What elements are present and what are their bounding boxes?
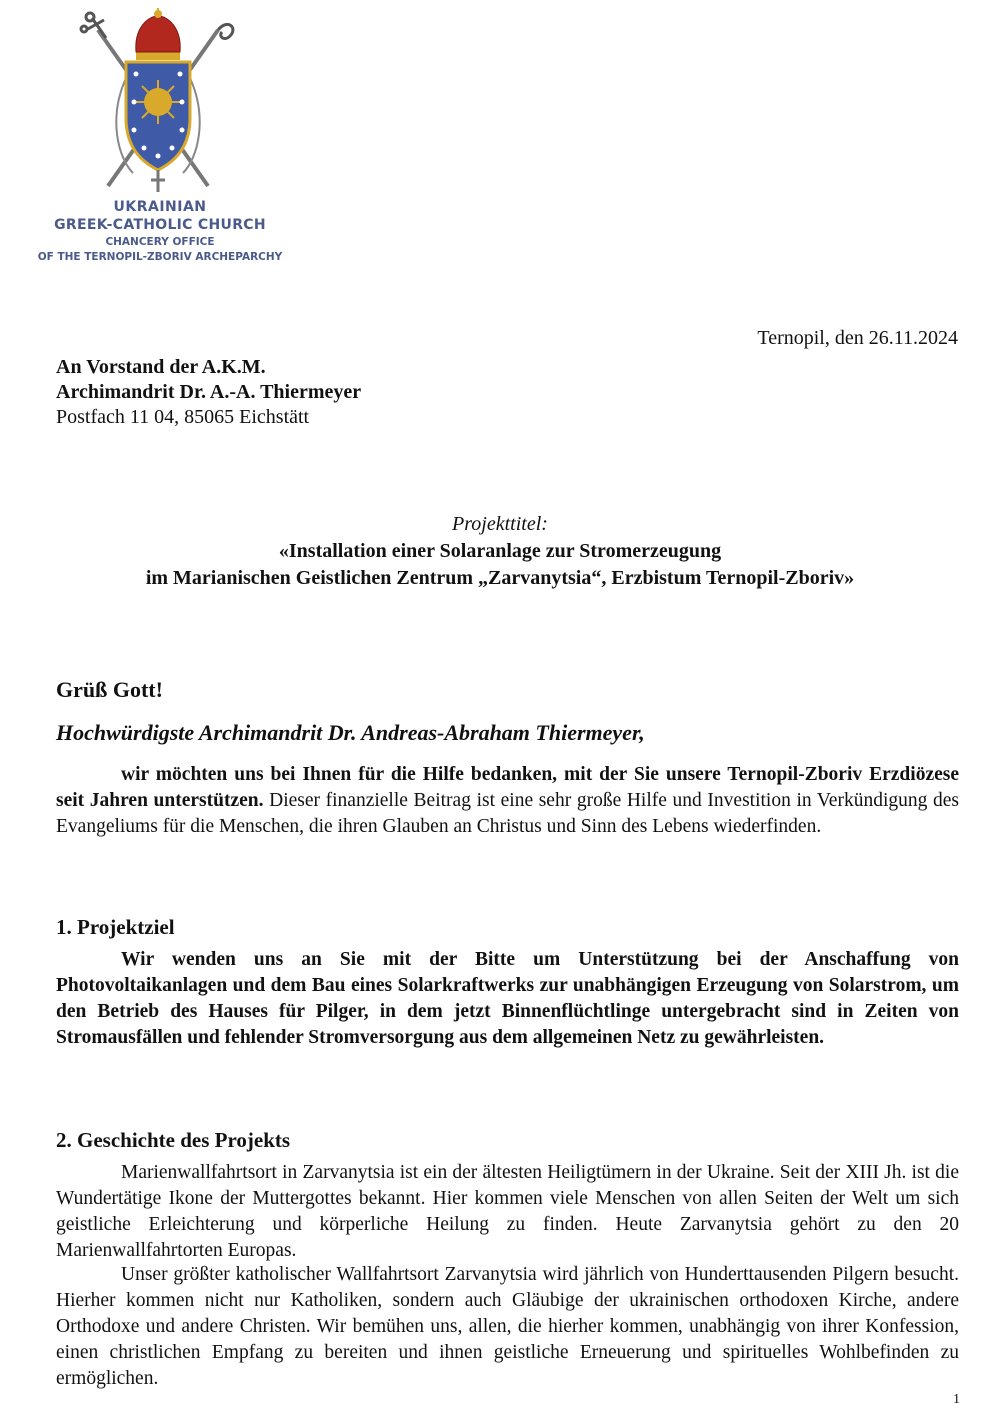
section-1-paragraph — [56, 947, 959, 1051]
org-line-1: UKRAINIAN — [113, 199, 207, 215]
intro-bold-text: wir möchten uns bei Ihnen für die Hilfe bedanken, mit der Sie unsere Ternopil-Zboriv Erzdiözese seit Jahren unterstützen. — [56, 764, 959, 811]
section-2-text-2: Unser größter katholischer Wallfahrtsort Zarvanytsia wird jährlich von Hunderttausenden Pilgern besucht. Hierher kommen nicht nur Katholiken, sondern auch Gläubige der ukrainischen orthodoxen Kirche, andere Orthodoxe und andere Christen. Wir bemühen uns, allen, die hierher kommen, unabhängig von ihrer Konfession, einen christlichen Empfang zu bereiten und ihnen geistliche Erneuerung und spirituelles Wohlbefinden zu ermöglichen. — [56, 1264, 959, 1389]
section-2-paragraph-2 — [56, 1262, 959, 1392]
org-line-4: OF THE TERNOPIL-ZBORIV ARCHEPARCHY — [37, 251, 283, 263]
page-number: 1 — [953, 1392, 960, 1407]
archeparchy-crest-icon — [78, 8, 238, 198]
project-title-line-2: im Marianischen Geistlichen Zentrum „Zarvanytsia“, Erzbistum Ternopil-Zboriv» — [145, 567, 855, 589]
intro-paragraph — [56, 762, 959, 840]
salutation: Hochwürdigste Archimandrit Dr. Andreas-Abraham Thiermeyer, — [56, 720, 645, 745]
recipient-line-2: Archimandrit Dr. A.-A. Thiermeyer — [56, 381, 362, 403]
recipient-line-1: An Vorstand der A.K.M. — [56, 356, 266, 378]
organization-name — [20, 198, 300, 264]
section-2-paragraph-1 — [56, 1160, 959, 1264]
section-1-text: Wir wenden uns an Sie mit der Bitte um Unterstützung bei der Anschaffung von Photovoltaikanlagen und dem Bau eines Solarkraftwerks zur unabhängigen Erzeugung von Solarstrom, um den Betrieb des Hauses für Pilger, in dem jetzt Binnenflüchtlinge untergebracht sind in Zeiten von Stromausfällen und fehlender Stromversorgung aus dem allgemeinen Netz zu gewährleisten. — [56, 949, 959, 1048]
section-2-heading: 2. Geschichte des Projekts — [56, 1128, 291, 1152]
greeting: Grüß Gott! — [56, 677, 163, 702]
recipient-line-3: Postfach 11 04, 85065 Eichstätt — [56, 406, 310, 428]
project-label: Projekttitel: — [452, 513, 548, 535]
org-line-3: CHANCERY OFFICE — [105, 236, 215, 248]
org-line-2: GREEK-CATHOLIC CHURCH — [54, 217, 266, 233]
intro-text: Dieser finanzielle Beitrag ist eine sehr große Hilfe und Investition in Verkündigung des Evangeliums für die Menschen, die ihren Glauben an Christus und Sinn des Lebens wiederfinden. — [56, 790, 959, 837]
project-title-block — [0, 511, 1000, 592]
place-date: Ternopil, den 26.11.2024 — [757, 327, 958, 349]
recipient-address — [56, 355, 361, 430]
section-2-text-1: Marienwallfahrtsort in Zarvanytsia ist ein der ältesten Heiligtümern in der Ukraine. Seit der XIII Jh. ist die Wundertätige Ikone der Muttergottes bekannt. Hier kommen viele Menschen von allen Seiten der Welt um sich geistliche Erleichterung und körperliche Heilung zu finden. Heute Zarvanytsia gehört zu den 20 Marienwallfahrtorten Europas. — [56, 1162, 959, 1261]
project-title-line-1: «Installation einer Solaranlage zur Stromerzeugung — [278, 540, 722, 562]
section-1-heading: 1. Projektziel — [56, 915, 175, 939]
